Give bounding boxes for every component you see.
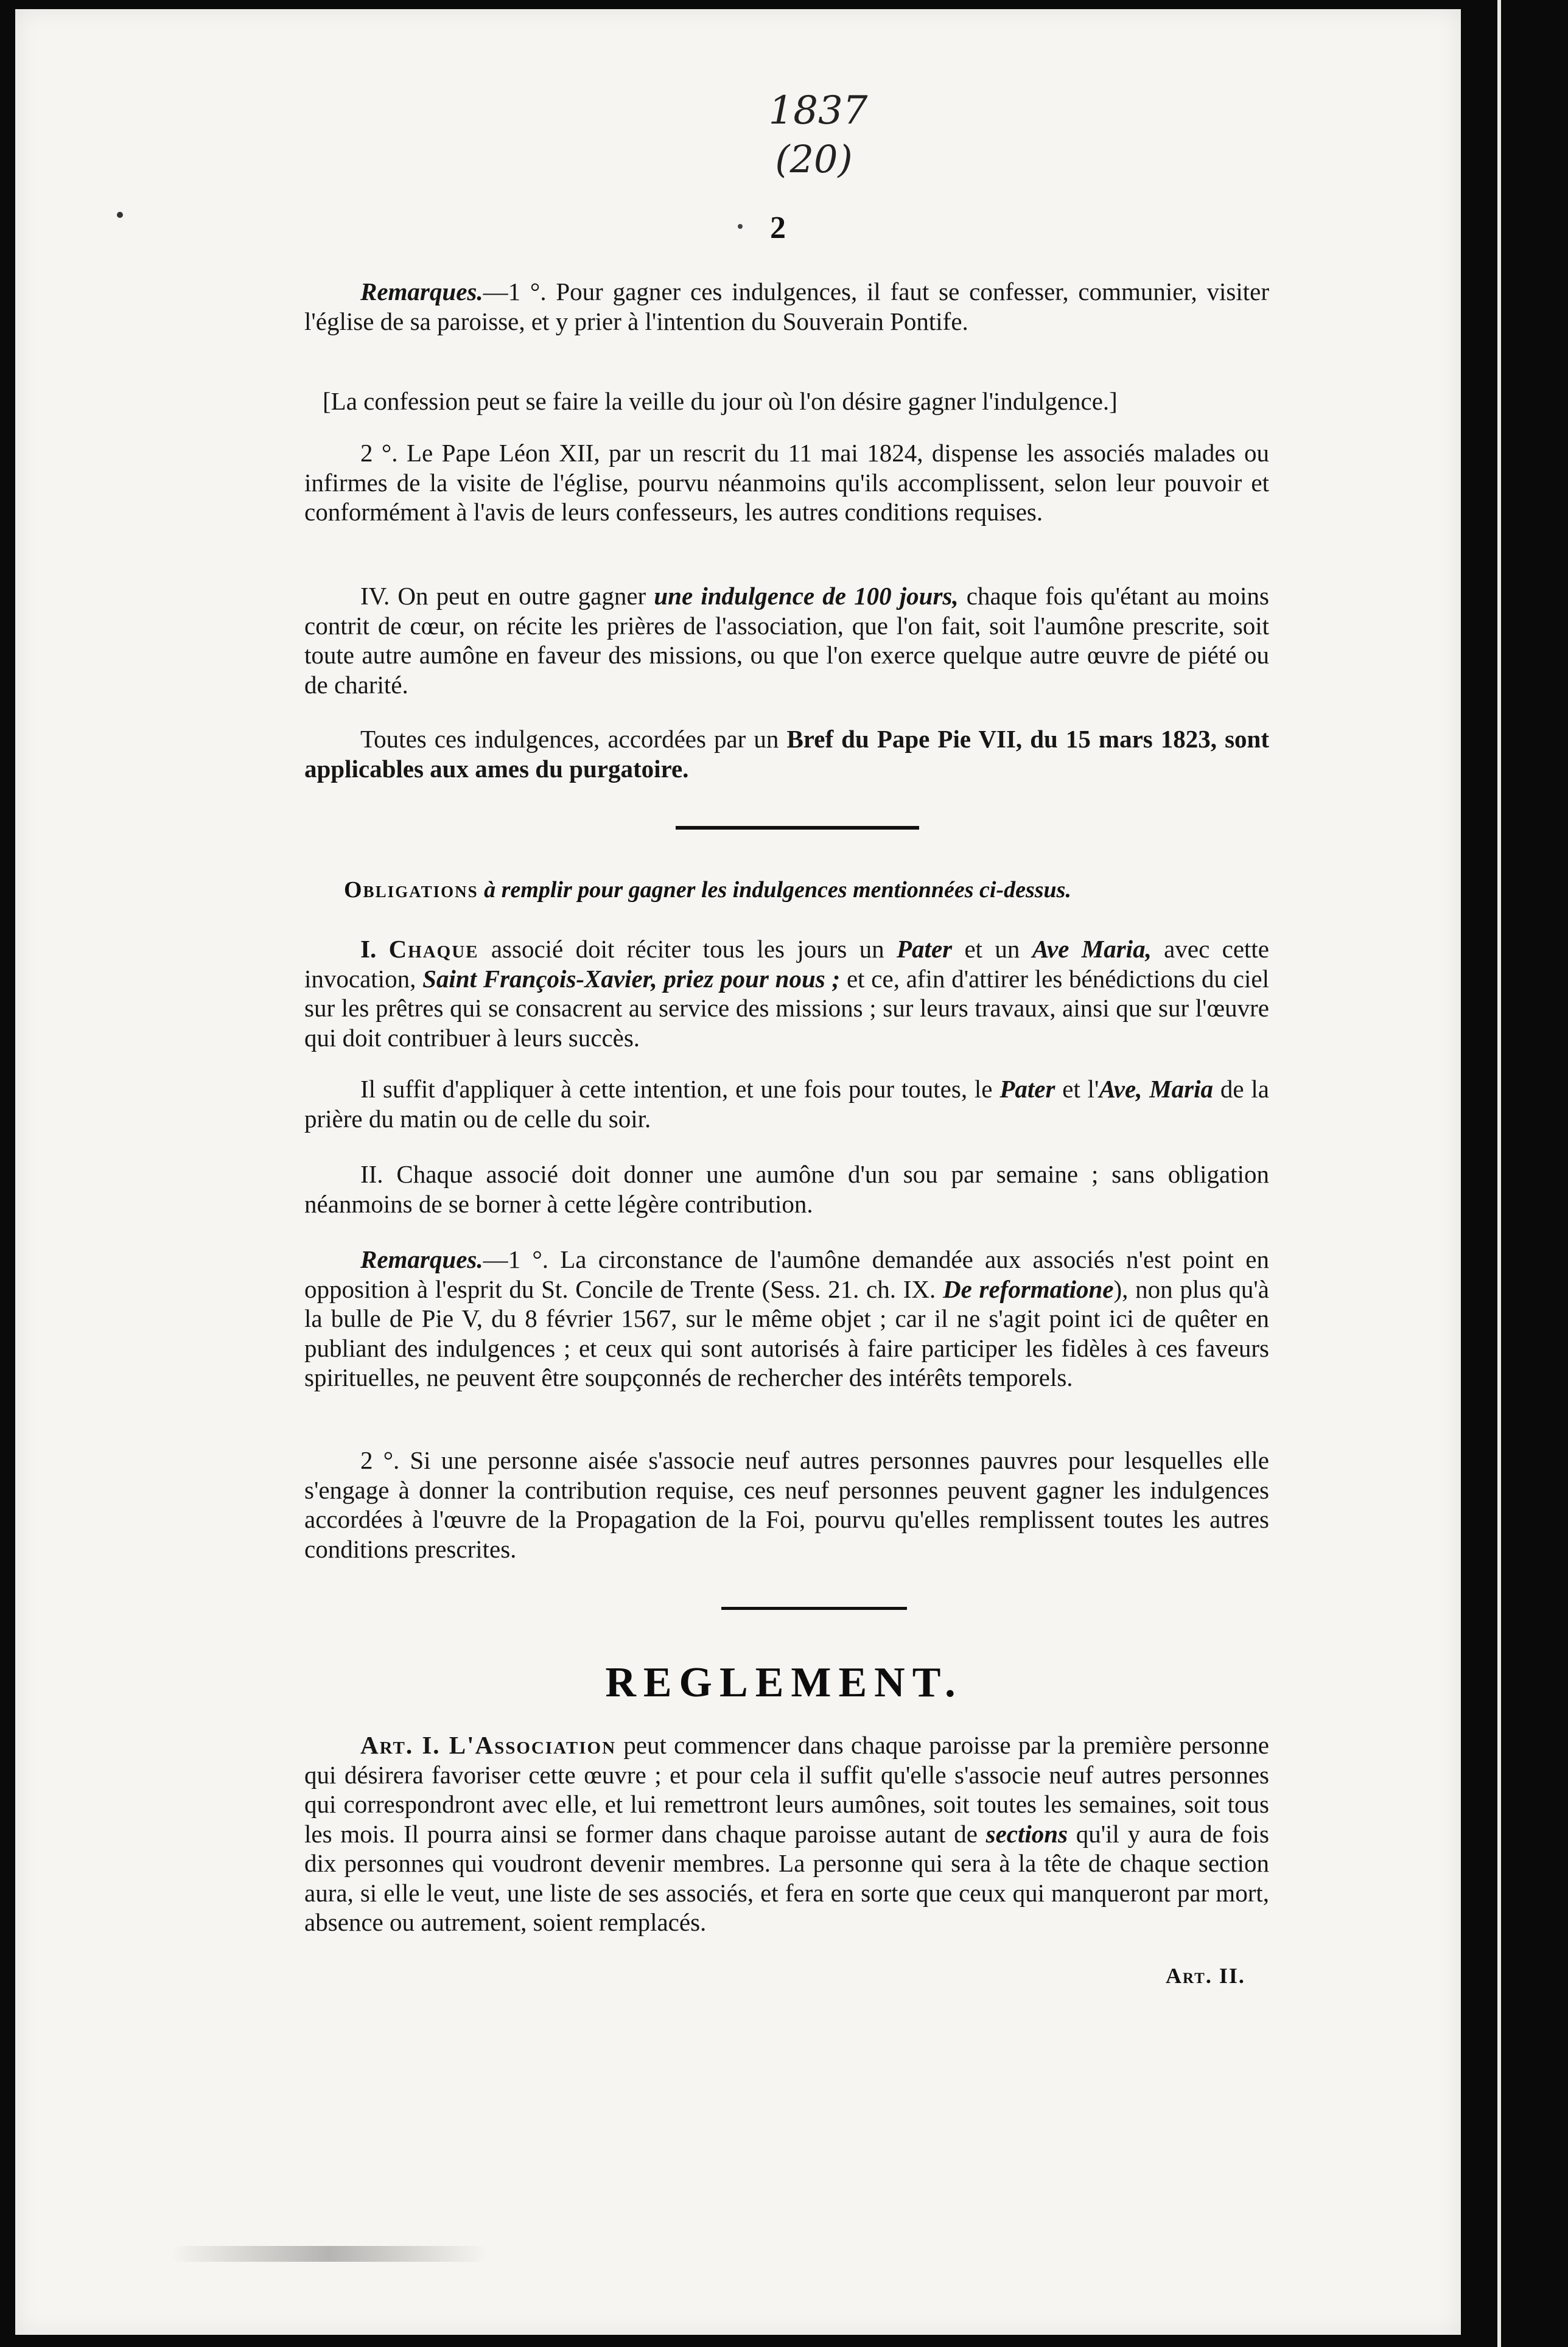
aisee-paragraph — [304, 1446, 1269, 1564]
remarques-paragraph — [304, 277, 1269, 336]
art1-number: Art. I. — [360, 1731, 449, 1759]
page-stain — [170, 2246, 487, 2262]
suffit-b: et l' — [1055, 1075, 1099, 1103]
chaque-smallcaps: Chaque — [388, 935, 479, 963]
confession-text: [La confession peut se faire la veille du jour où l'on désire gagner l'indulgence.] — [323, 387, 1118, 415]
obligations-heading — [344, 876, 1245, 903]
iv-lead: IV. On peut en outre gagner — [360, 582, 654, 610]
chaque-a: associé doit réciter tous les jours un — [478, 935, 897, 963]
indulgence-paragraph — [304, 581, 1269, 699]
ink-speck — [738, 224, 743, 229]
obligations-italic: à remplir pour gagner les indulgences mentionnées ci-dessus. — [478, 877, 1071, 903]
remarques2-a: —1 °. La circonstance de l'aumône demandée aux associés n'est point en opposition à l'esprit du St. Concile de Trente (Sess. 21. ch. IX. — [304, 1245, 1269, 1303]
toutes-lead: Toutes ces indulgences, accordées par un — [360, 725, 787, 753]
art1-smallcaps: L'Association — [449, 1731, 617, 1759]
art1-a: peut commencer dans chaque paroisse par la première personne qui désirera favoriser cette œuvre ; et pour cela il suffit qu'elle s'associe neuf autres personnes qui correspondront avec elle, et lui remettront leurs aumônes, soit toutes les semaines, soit tous les mois. Il pourra ainsi se former dans chaque paroisse autant de — [304, 1731, 1269, 1848]
toutes-paragraph — [304, 724, 1269, 783]
toutes-bold: Bref du Pape Pie VII, du 15 mars 1823, sont applicables aux ames du purgatoire. — [304, 725, 1269, 783]
remarques2-b: ), non plus qu'à la bulle de Pie V, du 8 février 1567, sur le même objet ; car il ne s'agit point ici de quêter en publiant des indulgences ; et ceux qui sont autorisés à faire participer les fidèles à ces faveurs spirituelles, ne peuvent être soupçonnés de rechercher des intérêts temporels. — [304, 1275, 1270, 1391]
chaque-number: I. — [360, 935, 389, 963]
aumone-paragraph — [304, 1160, 1269, 1219]
iv-rest: chaque fois qu'étant au moins contrit de cœur, on récite les prières de l'association, que l'on fait, soit l'aumône prescrite, soit toute autre aumône en faveur des missions, ou que l'on exerce quelque autre œuvre de piété ou de charité. — [304, 582, 1269, 699]
art1-sections: sections — [985, 1819, 1068, 1848]
catchword: Art. II. — [1166, 1964, 1245, 1988]
invocation: Saint François-Xavier, priez pour nous ; — [422, 964, 841, 993]
handwritten-year: 1837 — [768, 88, 868, 133]
ink-speck — [117, 212, 123, 218]
confession-note — [304, 387, 1269, 416]
page-number: 2 — [770, 211, 786, 245]
aumone-text: II. Chaque associé doit donner une aumône d'un sou par semaine ; sans obligation néanmoins de se borner à cette légère contribution. — [304, 1160, 1269, 1218]
aisee-text: 2 °. Si une personne aisée s'associe neuf autres personnes pauvres pour lesquelles elle s'engage à donner la contribution requise, ces neuf personnes peuvent gagner les indulgences accordées à l'œuvre de la Propagation de la Foi, pourvu qu'elles remplissent toutes les autres conditions prescrites. — [304, 1446, 1269, 1563]
suffit-a: Il suffit d'appliquer à cette intention, et une fois pour toutes, le — [360, 1075, 1000, 1103]
remarques-text: —1 °. Pour gagner ces indulgences, il faut se confesser, communier, visiter l'église de sa paroisse, et y prier à l'intention du Souverain Pontife. — [304, 278, 1269, 335]
iv-emphasis: une indulgence de 100 jours, — [654, 582, 959, 610]
handwritten-reference: (20) — [775, 137, 853, 181]
reglement-title: REGLEMENT. — [605, 1659, 963, 1706]
leon-text: 2 °. Le Pape Léon XII, par un rescrit du 11 mai 1824, dispense les associés malades ou infirmes de la visite de l'église, pourvu néanmoins qu'ils accomplissent, selon leur pouvoir et conformément à l'avis de leurs confesseurs, les autres conditions requises. — [304, 439, 1269, 526]
ave-maria: Ave Maria, — [1032, 935, 1152, 963]
leon-paragraph — [304, 438, 1269, 527]
obligations-smallcaps: Obligations — [344, 877, 478, 903]
suffit-pater: Pater — [999, 1075, 1055, 1103]
suffit-c: de la prière du matin ou de celle du soir. — [304, 1075, 1269, 1133]
chaque-d: et ce, afin d'attirer les bénédictions du ciel sur les prêtres qui se consacrent au service des missions ; sur leurs travaux, ainsi que sur l'œuvre qui doit contribuer à leurs succès. — [304, 964, 1269, 1052]
article-one — [304, 1730, 1269, 1937]
next-page-edge — [1497, 0, 1501, 2347]
chaque-paragraph — [304, 934, 1269, 1052]
section-rule — [721, 1607, 907, 1610]
chaque-b: et un — [952, 935, 1032, 963]
pater: Pater — [897, 935, 953, 963]
remarques-label: Remarques. — [360, 278, 483, 306]
remarques2-paragraph — [304, 1245, 1269, 1393]
chaque-c: avec cette invocation, — [304, 935, 1269, 993]
section-rule — [676, 826, 919, 830]
art1-b: qu'il y aura de fois dix personnes qui voudront devenir membres. La personne qui sera à la tête de chaque section aura, si elle le veut, une liste de ses associés, et fera en sorte que ceux qui manqueront par mort, absence ou autrement, soient remplacés. — [304, 1819, 1269, 1936]
remarques2-label: Remarques. — [360, 1245, 483, 1273]
scan-border — [1467, 0, 1568, 2347]
suffit-paragraph — [304, 1074, 1269, 1133]
suffit-ave: Ave, Maria — [1099, 1075, 1214, 1103]
remarques2-ref: De reformatione — [942, 1275, 1114, 1303]
